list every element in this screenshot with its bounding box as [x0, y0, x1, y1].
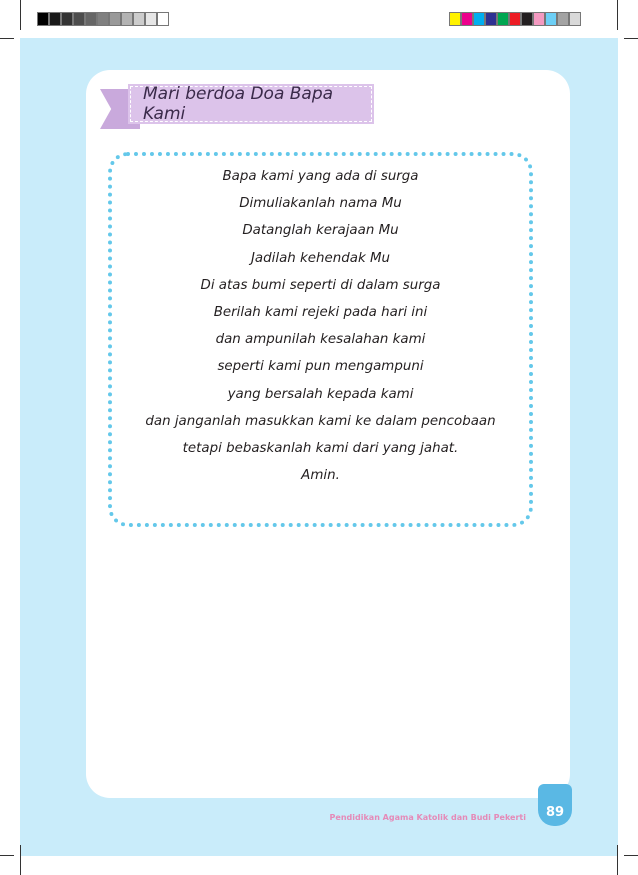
crop-mark [617, 845, 618, 875]
color-swatch [61, 12, 73, 26]
color-swatch [449, 12, 461, 26]
color-swatch [85, 12, 97, 26]
crop-mark [20, 0, 21, 30]
color-swatch [533, 12, 545, 26]
color-swatch [497, 12, 509, 26]
color-swatch [73, 12, 85, 26]
color-swatch-strip [449, 12, 581, 28]
color-swatch [557, 12, 569, 26]
section-ribbon [130, 86, 372, 122]
crop-mark [624, 855, 638, 856]
prayer-line: Jadilah kehendak Mu [250, 250, 390, 266]
section-title: Mari berdoa Doa Bapa Kami [143, 84, 334, 124]
crop-mark [617, 0, 618, 30]
color-swatch [545, 12, 557, 26]
prayer-line: tetapi bebaskanlah kami dari yang jahat. [182, 440, 459, 456]
color-swatch [157, 12, 169, 26]
color-swatch [145, 12, 157, 26]
book-title-footer: Pendidikan Agama Katolik dan Budi Pekerti [329, 813, 526, 822]
prayer-line: Di atas bumi seperti di dalam surga [200, 277, 441, 293]
color-swatch [461, 12, 473, 26]
color-swatch [97, 12, 109, 26]
grayscale-swatch-strip [37, 12, 169, 28]
crop-mark [624, 38, 638, 39]
color-swatch [521, 12, 533, 26]
crop-mark [0, 855, 14, 856]
prayer-line: Bapa kami yang ada di surga [222, 169, 419, 184]
crop-mark [20, 845, 21, 875]
prayer-line: dan janganlah masukkan kami ke dalam pencobaan [145, 413, 496, 429]
prayer-line: Datanglah kerajaan Mu [242, 223, 399, 239]
color-swatch [121, 12, 133, 26]
prayer-line: yang bersalah kepada kami [227, 386, 414, 402]
color-swatch [509, 12, 521, 26]
page-number-tab [538, 784, 572, 826]
page-number: 89 [545, 805, 565, 820]
prayer-line: Amin. [301, 468, 340, 484]
color-swatch [569, 12, 581, 26]
prayer-text [108, 163, 533, 489]
color-swatch [133, 12, 145, 26]
color-swatch [49, 12, 61, 26]
prayer-line: Berilah kami rejeki pada hari ini [213, 304, 428, 320]
color-swatch [485, 12, 497, 26]
crop-mark [0, 38, 14, 39]
color-swatch [473, 12, 485, 26]
prayer-line: seperti kami pun mengampuni [217, 359, 424, 375]
prayer-line: Dimuliakanlah nama Mu [239, 196, 402, 212]
color-swatch [37, 12, 49, 26]
prayer-line: dan ampunilah kesalahan kami [215, 332, 426, 348]
color-swatch [109, 12, 121, 26]
